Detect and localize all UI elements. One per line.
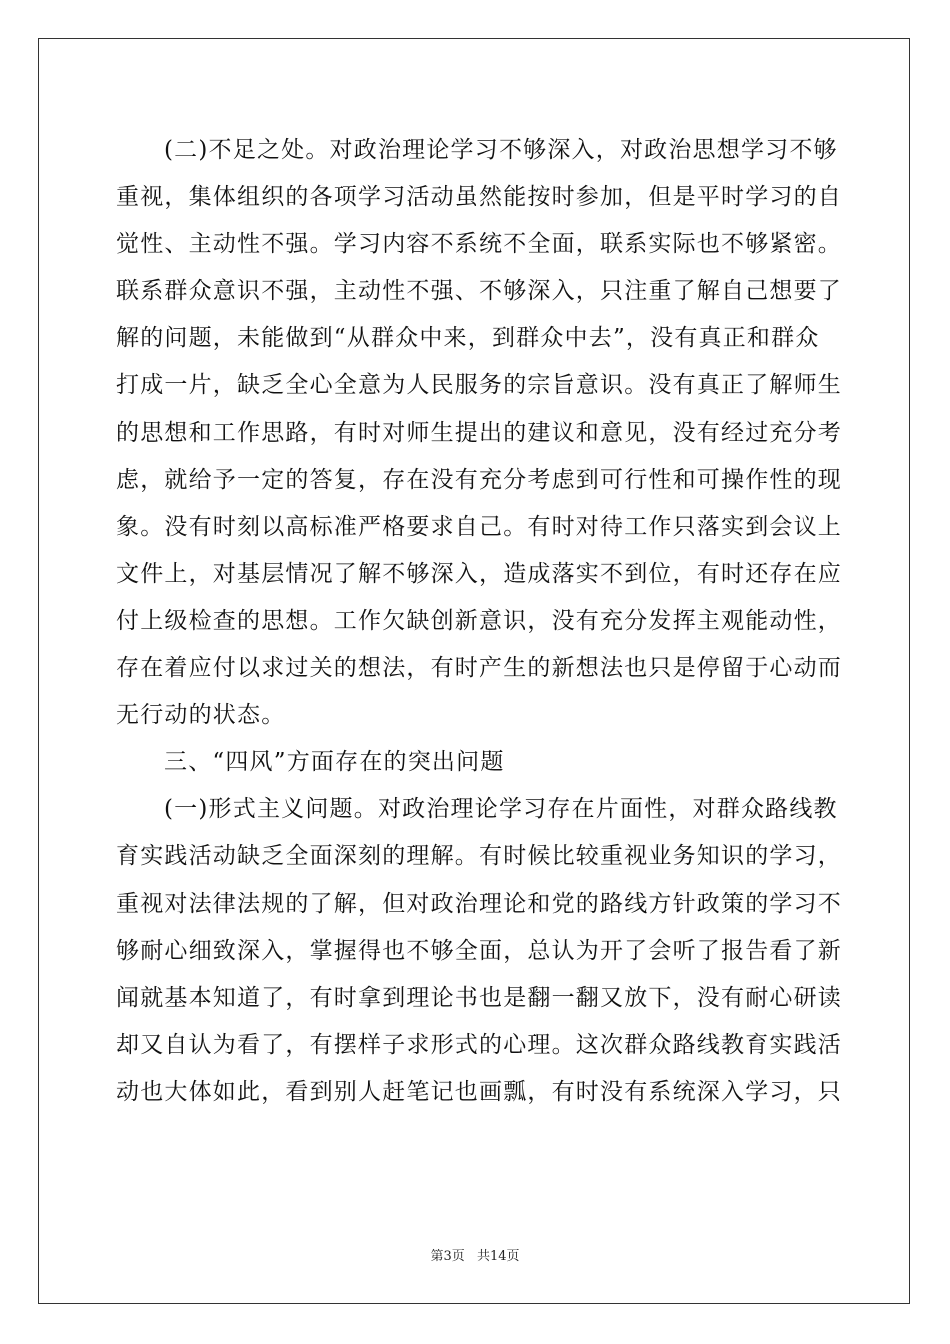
text-line: 重视对法律法规的了解，但对政治理论和党的路线方针政策的学习不 [116, 890, 842, 917]
text-line: 动也大体如此，看到别人赶笔记也画瓢，有时没有系统深入学习，只 [116, 1078, 842, 1105]
text-line: 解的问题，未能做到“从群众中来，到群众中去”，没有真正和群众 [116, 325, 820, 352]
text-line: 虑，就给予一定的答复，存在没有充分考虑到可行性和可操作性的现 [116, 466, 842, 493]
text-line: 文件上，对基层情况了解不够深入，造成落实不到位，有时还存在应 [116, 560, 842, 587]
text-line: 无行动的状态。 [116, 702, 286, 729]
text-line: 付上级检查的思想。工作欠缺创新意识，没有充分发挥主观能动性， [116, 607, 842, 634]
document-body [116, 127, 842, 1116]
text-line: 却又自认为看了，有摆样子求形式的心理。这次群众路线教育实践活 [116, 1031, 842, 1058]
section-heading: 三、“四风”方面存在的突出问题 [164, 749, 505, 776]
text-line: 的思想和工作思路，有时对师生提出的建议和意见，没有经过充分考 [116, 419, 842, 446]
current-page-number: 第3页 [430, 1249, 465, 1264]
text-line: 象。没有时刻以高标准严格要求自己。有时对待工作只落实到会议上 [116, 513, 842, 540]
text-line: 觉性、主动性不强。学习内容不系统不全面，联系实际也不够紧密。 [116, 231, 842, 258]
text-line: (一)形式主义问题。对政治理论学习存在片面性，对群众路线教 [164, 796, 838, 823]
text-line: 够耐心细致深入，掌握得也不够全面，总认为开了会听了报告看了新 [116, 937, 842, 964]
text-line: 存在着应付以求过关的想法，有时产生的新想法也只是停留于心动而 [116, 655, 842, 682]
text-line: 打成一片，缺乏全心全意为人民服务的宗旨意识。没有真正了解师生 [116, 372, 842, 399]
text-line: (二)不足之处。对政治理论学习不够深入，对政治思想学习不够 [164, 137, 838, 163]
text-line: 闻就基本知道了，有时拿到理论书也是翻一翻又放下，没有耐心研读 [116, 984, 842, 1011]
page-footer [0, 1245, 950, 1264]
text-line: 重视，集体组织的各项学习活动虽然能按时参加，但是平时学习的自 [116, 184, 842, 211]
total-page-count: 共14页 [476, 1249, 520, 1264]
text-line: 联系群众意识不强，主动性不强、不够深入，只注重了解自己想要了 [116, 278, 842, 305]
text-line: 育实践活动缺乏全面深刻的理解。有时候比较重视业务知识的学习， [116, 843, 842, 870]
